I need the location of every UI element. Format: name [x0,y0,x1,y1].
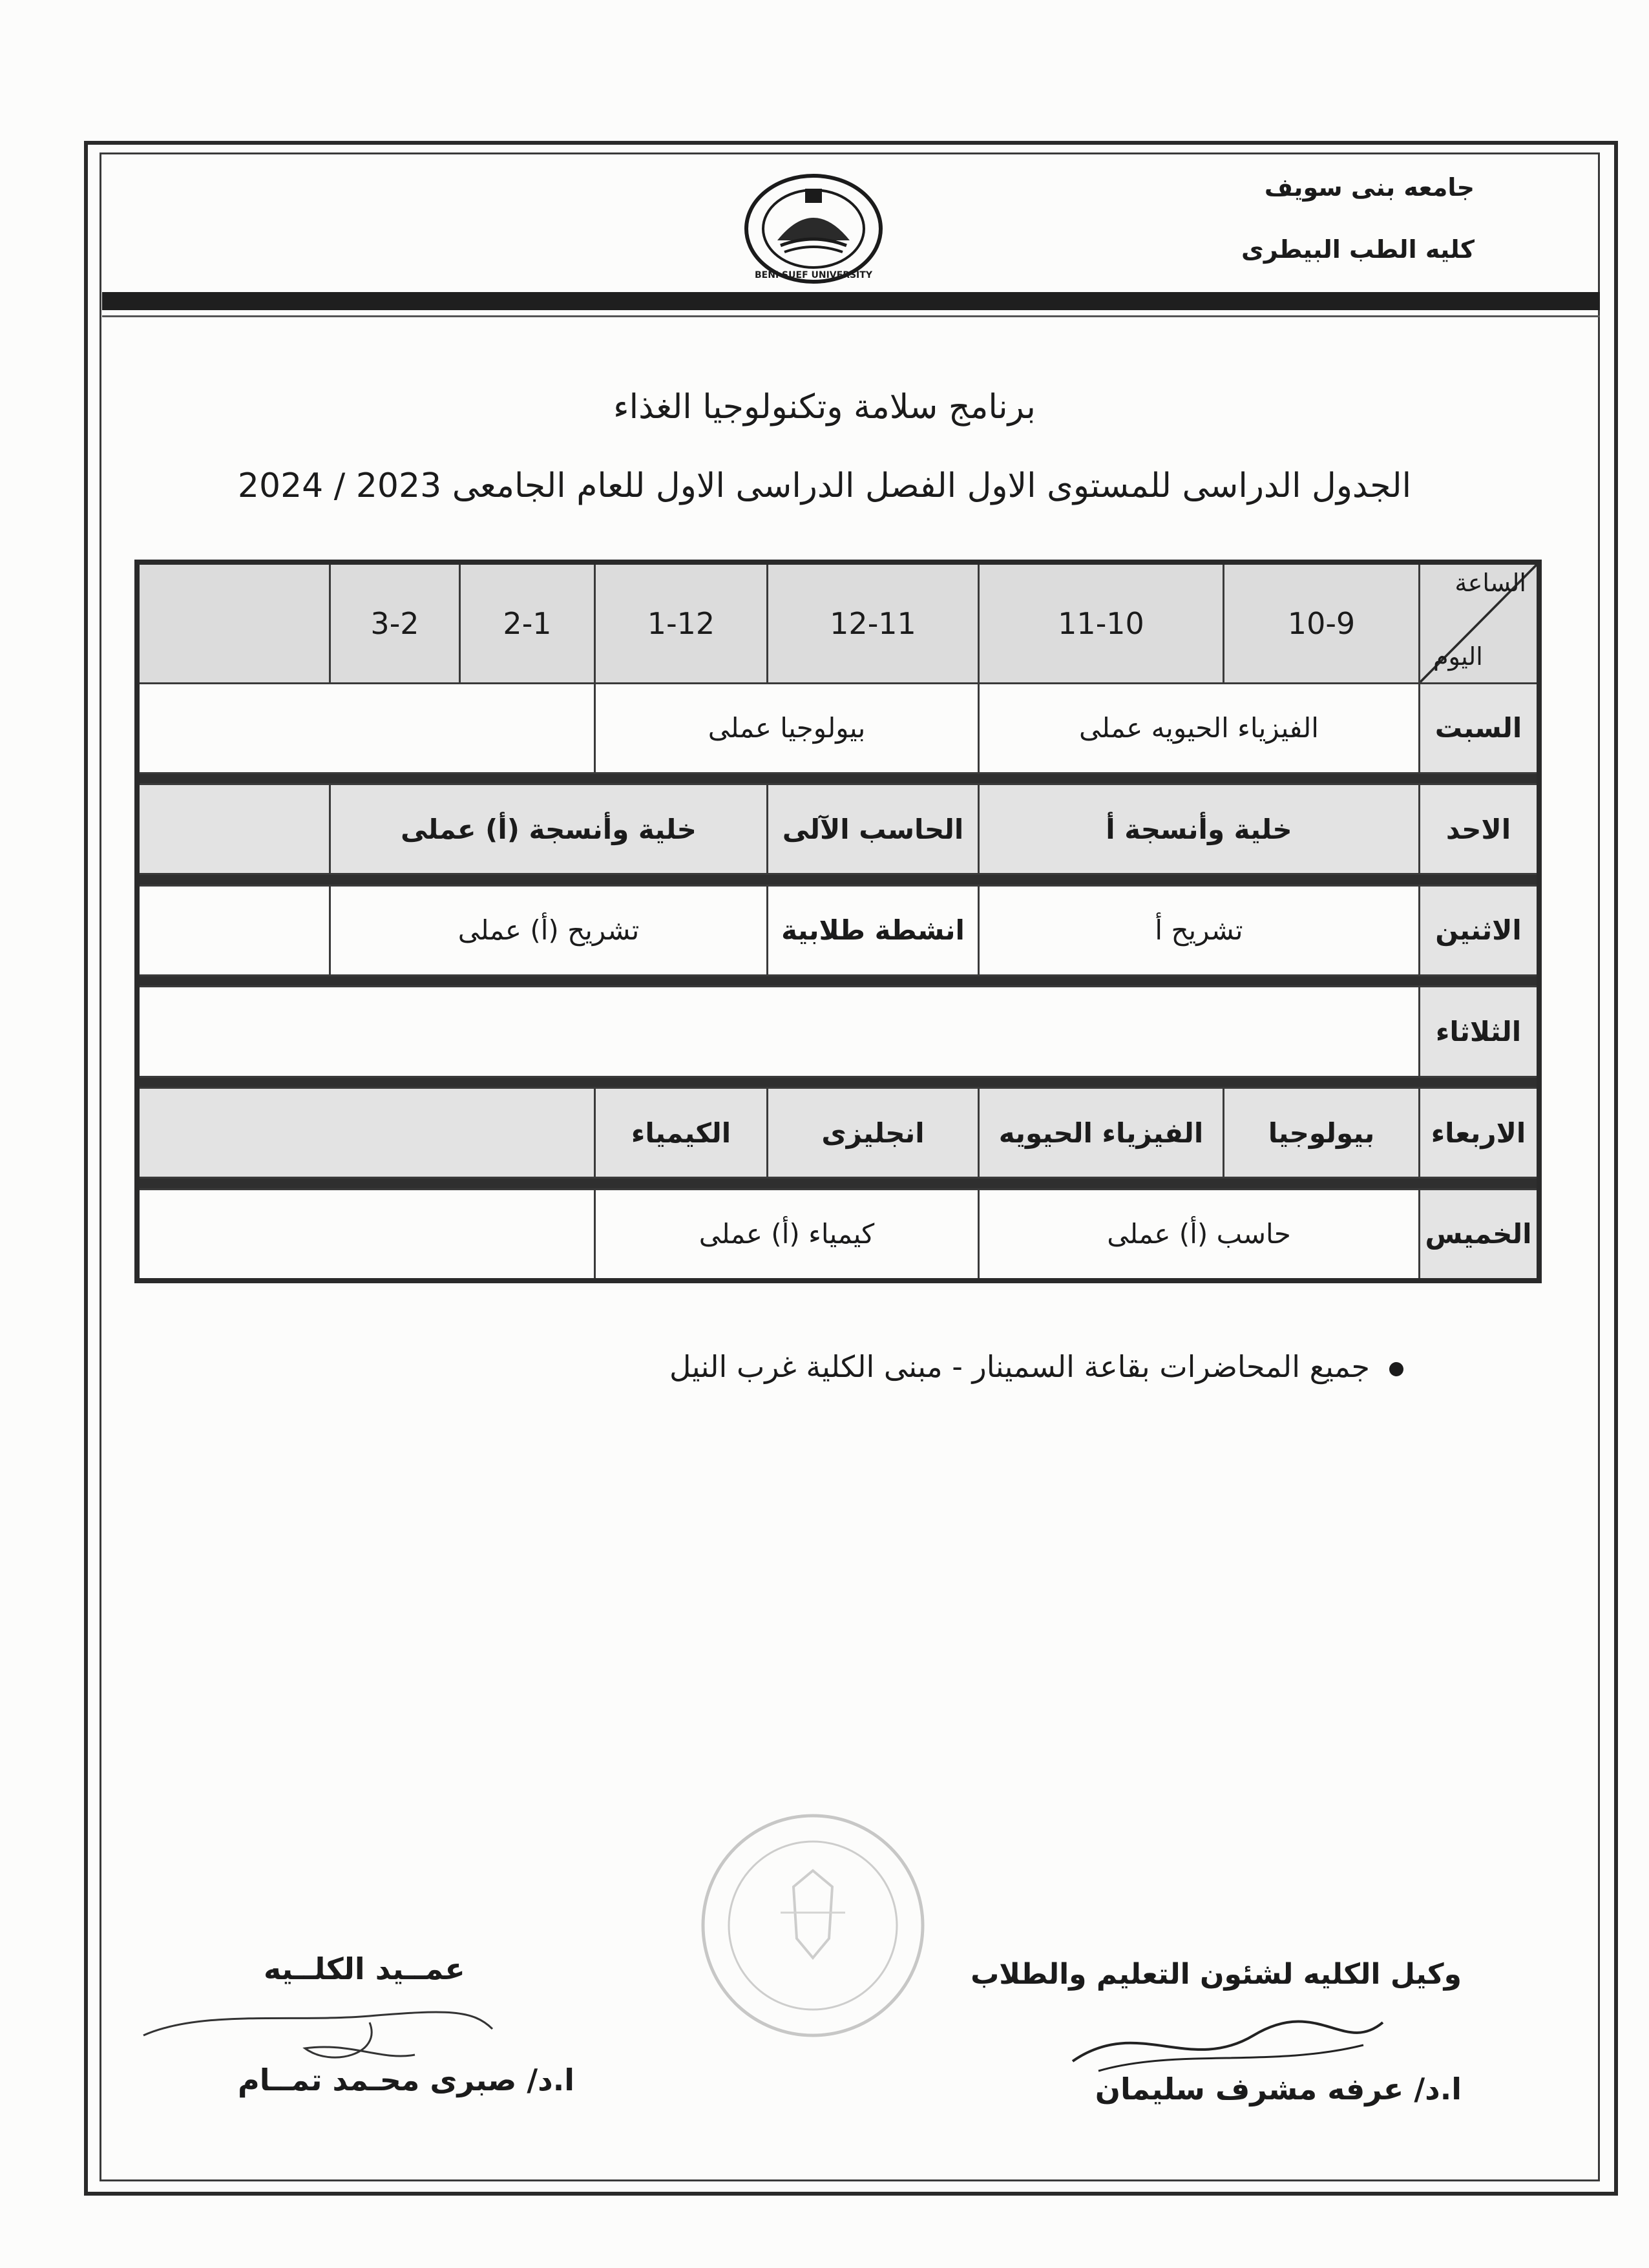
class-cell: الحاسب الآلى [768,784,979,874]
class-cell: الكيمياء [595,1088,768,1178]
row-separator [137,1178,1539,1190]
day-name: الخميس [1420,1189,1540,1281]
class-cell: تشريح أ [979,885,1420,975]
class-cell: الفيزياء الحيويه [979,1088,1224,1178]
lecture-location-note [669,1349,1403,1384]
day-name: الاثنين [1420,885,1540,975]
saturday-row [137,683,1539,773]
empty-cell [137,885,330,975]
time-slot-cell: 1-12 [595,562,768,683]
program-title: برنامج سلامة وتكنولوجيا الغذاء [613,388,1036,426]
wednesday-row [137,1088,1539,1178]
timetable [134,560,1542,1283]
time-slot-cell: 12-11 [768,562,979,683]
thursday-row [137,1189,1539,1281]
monday-row [137,885,1539,975]
vice-dean-signature-scribble [1060,2010,1396,2081]
schedule-title: الجدول الدراسى للمستوى الاول الفصل الدراسى الاول للعام الجامعى 2023 / 2024 [237,467,1412,505]
official-stamp-seal [697,1809,929,2042]
day-name: الاربعاء [1420,1088,1540,1178]
class-cell: كيمياء (أ) عملى [595,1189,979,1281]
faculty-name: كليه الطب البيطرى [1241,235,1475,264]
empty-cell [137,683,595,773]
class-cell: خلية وأنسجة (أ) عملى [330,784,768,874]
class-cell: بيولوجيا عملى [595,683,979,773]
class-cell [979,683,1420,773]
bullet-icon [1389,1362,1403,1376]
time-slot-cell: 2-1 [460,562,595,683]
university-seal-logo [742,169,885,284]
class-cell: بيولوجيا [1224,1088,1420,1178]
empty-cell [137,1088,595,1178]
dean-title: عمــيد الكلــيه [264,1951,465,1986]
corner-hour-label: الساعة [1455,569,1526,597]
class-cell: انشطة طلابية [768,885,979,975]
header-divider-thick [102,292,1600,310]
day-name: الاحد [1420,784,1540,874]
day-name: الثلاثاء [1420,987,1540,1076]
timetable-header-row [137,562,1539,683]
time-slot-cell: 11-10 [979,562,1224,683]
row-separator [137,773,1539,784]
empty-cell [137,784,330,874]
time-slot-cell: 3-2 [330,562,460,683]
class-cell: تشريح (أ) عملى [330,885,768,975]
time-slot-cell [137,562,330,683]
vice-dean-name: ا.د/ عرفه مشرف سليمان [1095,2072,1462,2106]
class-cell: انجليزى [768,1088,979,1178]
sunday-row [137,784,1539,874]
empty-cell [137,987,1420,1076]
corner-cell [1420,562,1540,683]
day-name: السبت [1420,683,1540,773]
class-label: الفيزياء الحيويه عملى [1079,712,1319,744]
dean-name: ا.د/ صبرى محـمد تمــام [238,2063,575,2097]
empty-cell [137,1189,595,1281]
row-separator [137,975,1539,987]
row-separator [137,874,1539,886]
note-text: جميع المحاضرات بقاعة السمينار - مبنى الكلية غرب النيل [669,1349,1370,1384]
university-name: جامعه بنى سويف [1264,173,1475,202]
vice-dean-title: وكيل الكليه لشئون التعليم والطلاب [971,1958,1462,1991]
header-divider-thin [102,315,1600,317]
class-cell: خلية وأنسجة أ [979,784,1420,874]
class-cell: حاسب (أ) عملى [979,1189,1420,1281]
corner-day-label: اليوم [1433,642,1483,671]
row-separator [137,1076,1539,1088]
tuesday-row [137,987,1539,1076]
time-slot-cell: 10-9 [1224,562,1420,683]
svg-text:BENI SUEF UNIVERSITY: BENI SUEF UNIVERSITY [755,270,872,280]
